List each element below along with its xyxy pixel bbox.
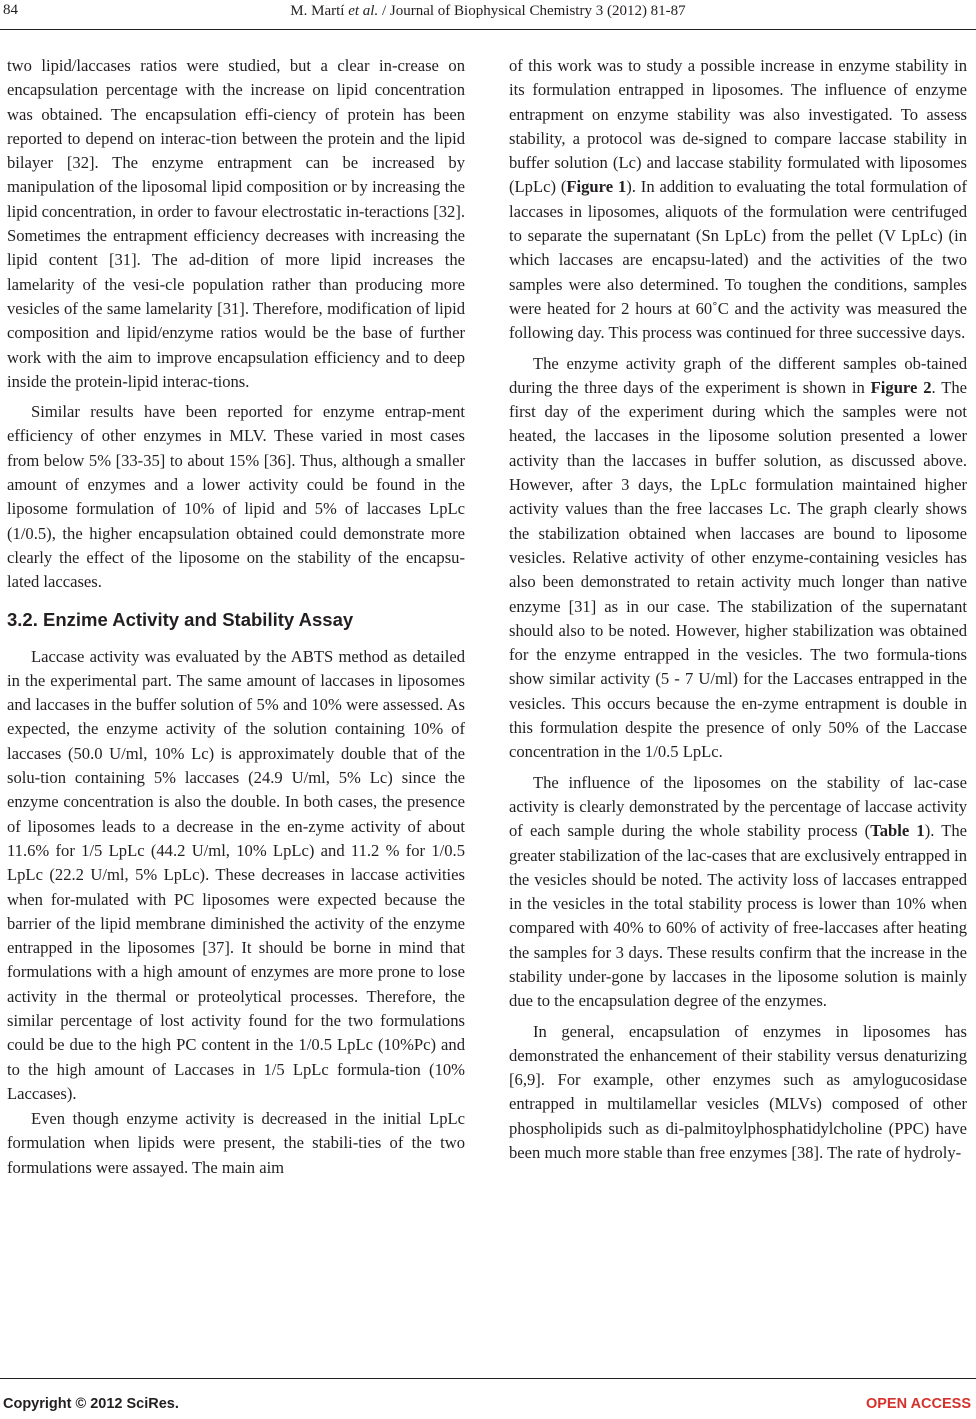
right-column xyxy=(509,54,967,1165)
open-access-label: OPEN ACCESS xyxy=(865,1396,971,1412)
running-head-journal: / Journal of Biophysical Chemistry 3 (2012) 81-87 xyxy=(381,3,686,19)
paragraph-text: ). In addition to evaluating the total formulation of laccases in liposomes, aliquots of the formulation were centrifuged to separate the supernatant (Sn LpLc) from the pellet (V LpLc) (in which laccases are encapsu-lated) and the activities of the two samples were also determined. To toughen the conditions, samples were heated for 2 hours at 60˚C and the activity was measured the following day. This process was continued for three successive days. xyxy=(509,177,967,343)
running-head xyxy=(0,3,976,20)
paragraph xyxy=(509,771,967,1014)
paragraph: Laccase activity was evaluated by the ABTS method as detailed in the experimental part. The same amount of laccases in liposomes and laccases in the buffer solution of 5% and 10% were assessed. As expected, the enzyme activity of the solution containing 10% of laccases (50.0 U/ml, 10% Lc) is approximately double that of the solu-tion containing 5% laccases (24.9 U/ml, 5% Lc) since the enzyme concentration is also the double. In both cases, the presence of liposomes leads to a decrease in the en-zyme activity of about 11.6% for 1/5 LpLc (44.2 U/ml, 10% LpLc) and 11.2 % for 1/0.5 LpLc (22.2 U/ml, 5% LpLc). These decreases in laccase activities when for-mulated with PC liposomes were expected because the barrier of the lipid membrane diminished the activity of the enzyme entrapped in the liposomes [37]. It should be borne in mind that formulations with a high amount of enzymes are more prone to lose activity in the thermal or proteolytical processes. Therefore, the similar percentage of lost activity found for the two formulations could be due to the high PC content in the 1/0.5 LpLc (10%Pc) and to the high amount of Laccases in 1/5 LpLc formula-tion (10% Laccases). xyxy=(7,646,465,1103)
paragraph-text: of this work was to study a possible increase in enzyme stability in its formulation entrapped in liposomes. The influence of enzyme entrapment on enzyme stability was also investigated. To assess stability, a protocol was de-signed to compare laccase stability in buffer solution (Lc) and laccase stability formulated with liposomes (LpLc) ( xyxy=(509,56,967,197)
paragraph: Even though enzyme activity is decreased in the initial LpLc formulation when lipids were present, the stabili-ties of the two formulations were assayed. The main aim xyxy=(7,1109,465,1177)
figure-1-reference: Figure 1 xyxy=(566,177,627,197)
paragraph-text: ). The greater stabilization of the lac-cases that are exclusively entrapped in the vesicles should be noted. The activity loss of laccases entrapped in the vesicles in the total stability process is lower than 10% when compared with 40% to 60% of activity of free-laccases after heating the samples for 3 days. These results confirm that the increase in the stability under-gone by laccases in the liposome solution is mainly due to the encapsulation degree of the enzymes. xyxy=(509,821,967,1011)
figure-2-reference: Figure 2 xyxy=(870,377,932,397)
table-1-reference: Table 1 xyxy=(870,821,925,841)
paragraph: Similar results have been reported for enzyme entrap-ment efficiency of other enzymes in MLV. These varied in most cases from below 5% [33-35] to about 15% [36]. Thus, although a smaller amount of enzymes and a lower activity could be found in the liposome formulation of 10% of lipid and 5% of laccases LpLc (1/0.5), the higher encapsulation obtained could demonstrate more clearly the effect of the liposome on the stability of the encapsu-lated laccases. xyxy=(7,402,465,592)
section-heading: 3.2. Enzime Activity and Stability Assay xyxy=(7,608,354,630)
header-rule xyxy=(0,29,976,30)
paragraph xyxy=(509,54,967,346)
paragraph-text: The influence of the liposomes on the stability of lac-case activity is clearly demonstrated by the percentage of laccase activity of each sample during the whole stability process ( xyxy=(509,772,967,841)
paragraph xyxy=(509,352,967,765)
paragraph-text: The enzyme activity graph of the different samples ob-tained during the three days of the experiment is shown in xyxy=(509,353,967,397)
footer-rule xyxy=(0,1378,976,1379)
paragraph: In general, encapsulation of enzymes in liposomes has demonstrated the enhancement of their stability versus denaturizing [6,9]. For example, other enzymes such as amylogucosidase entrapped in multilamellar vesicles (MLVs) composed of other phospholipids such as di-palmitoylphosphatidylcholine (PPC) have been much more stable than free enzymes [38]. The rate of hydroly- xyxy=(509,1021,967,1163)
paragraph: two lipid/laccases ratios were studied, but a clear in-crease on encapsulation percentage with the increase on lipid concentration was obtained. The encapsulation effi-ciency of protein has been reported to depend on interac-tion between the protein and the lipid bilayer [32]. The enzyme entrapment can be increased by manipulation of the liposomal lipid composition or by increasing the lipid concentration, in order to favour electrostatic in-teractions [32]. Sometimes the entrapment efficiency decreases with increasing the lipid content [31]. The ad-dition of more lipid increases the lamelarity of the vesi-cle population rather than producing more vesicles of the same lamelarity [31]. Therefore, modification of lipid composition and lipid/enzyme ratios would be the base of further work with the aim to improve encapsulation efficiency and to deep inside the protein-lipid interac-tions. xyxy=(7,56,465,391)
running-head-author: M. Martí xyxy=(290,3,345,19)
paragraph-text: . The first day of the experiment during which the samples were not heated, the laccases in the liposome solution presented a lower activity than the laccases in buffer solution, as discussed above. However, after 3 days, the LpLc formulation maintained higher activity values than the free laccases Lc. The graph clearly shows the stabilization obtained when laccases are bound to liposome vesicles. Relative activity of other enzyme-containing vesicles has also been demonstrated to retain activity much longer than native enzyme [31] as in our case. The stabilization of the supernatant should also to be noted. However, higher stabilization was obtained for the enzyme entrapped in the vesicles. The two formula-tions show similar activity (5 - 7 U/ml) for the Laccases entrapped in the vesicles. This occurs because the en-zyme entrapment is double in this formulation despite the presence of only 50% of the Laccase concentration in the 1/0.5 LpLc. xyxy=(509,377,967,762)
page-number: 84 xyxy=(3,2,18,18)
copyright-notice: Copyright © 2012 SciRes. xyxy=(3,1396,179,1412)
running-head-et-al: et al. xyxy=(348,3,379,19)
left-column xyxy=(7,54,465,1180)
